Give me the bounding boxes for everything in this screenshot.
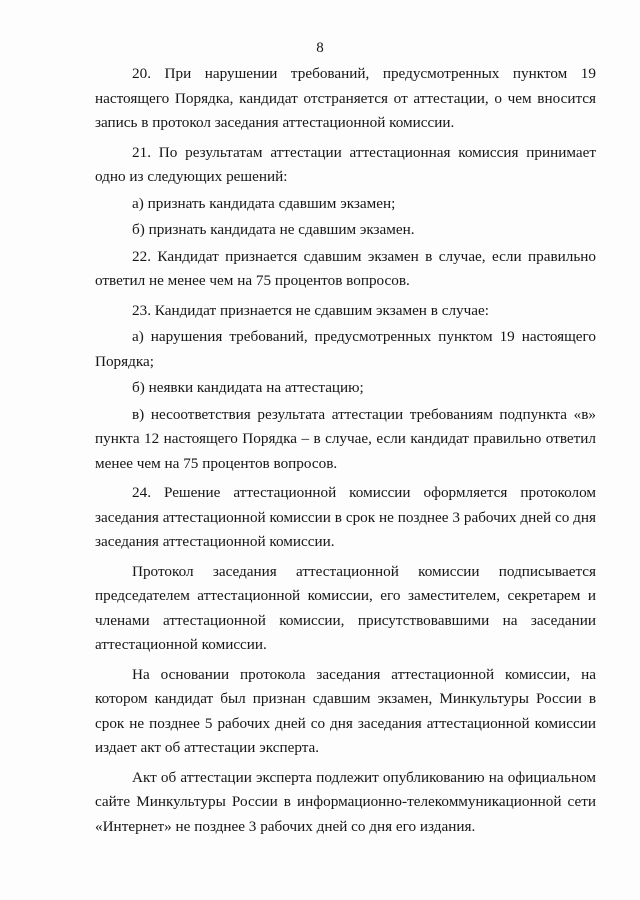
paragraph-21-a: а) признать кандидата сдавшим экзамен; bbox=[132, 194, 396, 212]
paragraph-23-a: а) нарушения требований, предусмотренных пунктом 19 настоящего Порядка; bbox=[95, 328, 596, 370]
paragraph-21: 21. По результатам аттестации аттестационная комиссия принимает одно из следующих решений: bbox=[95, 143, 596, 185]
page-number: 8 bbox=[316, 40, 324, 56]
paragraph-20: 20. При нарушении требований, предусмотренных пунктом 19 настоящего Порядка, кандидат отстраняется от аттестации, о чем вносится запись в протокол заседания аттестационной комиссии. bbox=[95, 65, 596, 131]
paragraph-publication: Акт об аттестации эксперта подлежит опубликованию на официальном сайте Минкультуры России в информационно-телекоммуникационной сети «Интернет» не позднее 3 рабочих дней со дня его издания. bbox=[95, 768, 596, 835]
paragraph-21-b: б) признать кандидата не сдавшим экзамен. bbox=[132, 221, 415, 238]
paragraph-expert-act: На основании протокола заседания аттестационной комиссии, на котором кандидат был признан сдавшим экзамен, Минкультуры России в срок не позднее 5 рабочих дней со дня заседания аттестационной комиссии издает акт об аттестации эксперта. bbox=[95, 665, 596, 756]
paragraph-23-b: б) неявки кандидата на аттестацию; bbox=[132, 379, 364, 396]
paragraph-protocol-signing: Протокол заседания аттестационной комиссии подписывается председателем аттестационной комиссии, его заместителем, секретарем и членами аттестационной комиссии, присутствовавшими на заседании аттестационной комиссии. bbox=[95, 562, 596, 653]
paragraph-23-v: в) несоответствия результата аттестации требованиям подпункта «в» пункта 12 настоящего Порядка – в случае, если кандидат правильно ответил менее чем на 75 процентов вопросов. bbox=[95, 405, 596, 472]
paragraph-22: 22. Кандидат признается сдавшим экзамен в случае, если правильно ответил не менее чем на 75 процентов вопросов. bbox=[95, 247, 596, 289]
document-body bbox=[95, 62, 596, 839]
paragraph-23: 23. Кандидат признается не сдавшим экзамен в случае: bbox=[132, 301, 489, 319]
paragraph-24: 24. Решение аттестационной комиссии оформляется протоколом заседания аттестационной комиссии в срок не позднее 3 рабочих дней со дня заседания аттестационной комиссии. bbox=[95, 484, 596, 550]
